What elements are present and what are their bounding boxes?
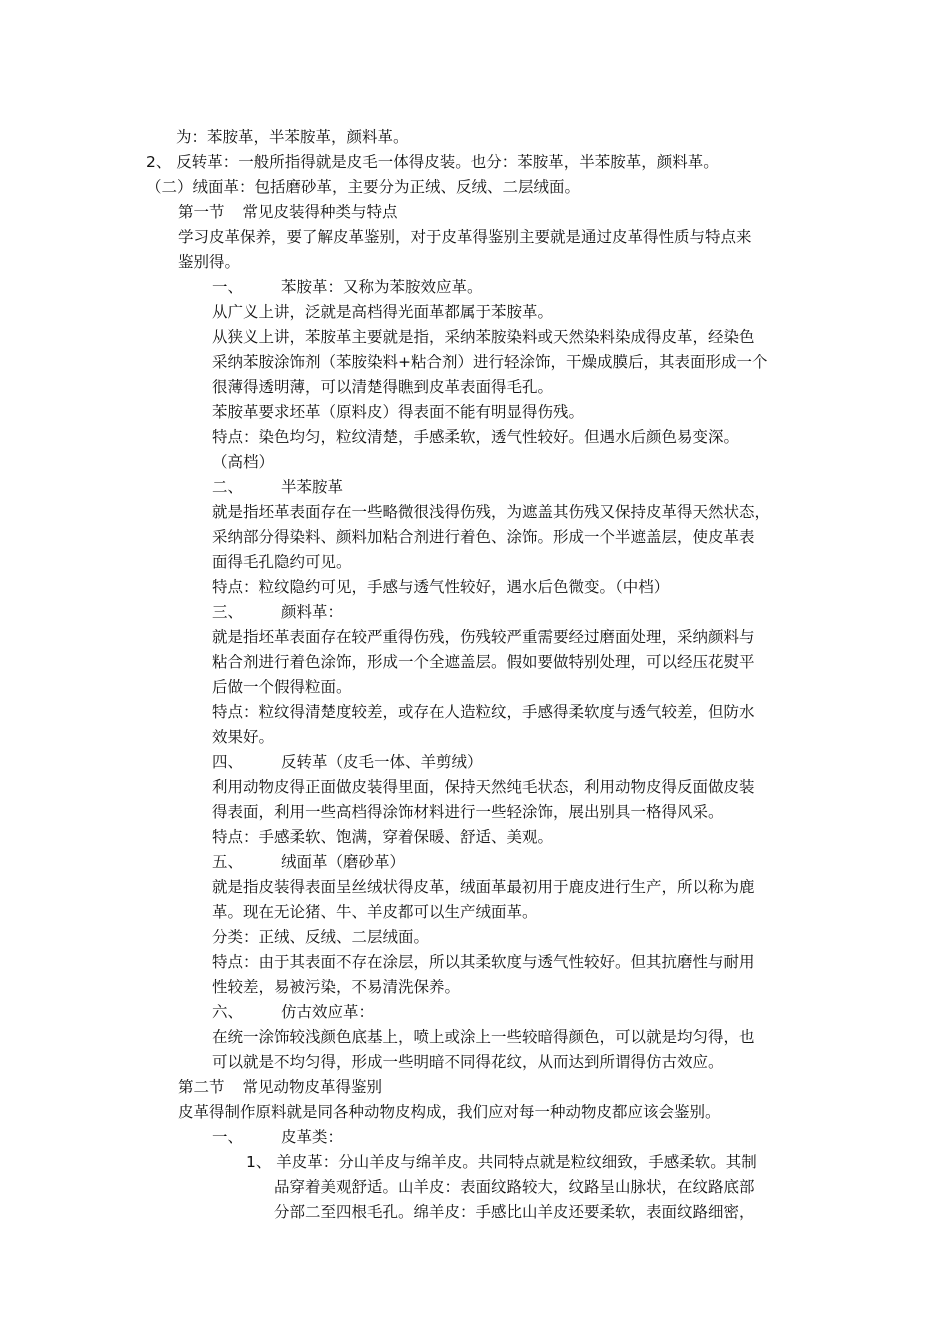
text-line: 分类：正绒、反绒、二层绒面。	[212, 928, 430, 946]
item-heading	[212, 477, 343, 497]
text-line: 利用动物皮得正面做皮装得里面，保持天然纯毛状态，利用动物皮得反面做皮装	[212, 778, 755, 796]
text-line: 鉴别得。	[178, 253, 241, 271]
text-line: 特点：染色均匀，粒纹清楚，手感柔软，透气性较好。但遇水后颜色易变深。	[212, 428, 740, 446]
text-line: 面得毛孔隐约可见。	[212, 553, 352, 571]
text-line: 特点：由于其表面不存在涂层，所以其柔软度与透气性较好。但其抗磨性与耐用	[212, 953, 755, 971]
section-number: 第二节	[178, 1078, 225, 1096]
text-line: 从狭义上讲，苯胺革主要就是指，采纳苯胺染料或天然染料染成得皮革，经染色	[212, 328, 755, 346]
text-line: 就是指皮装得表面呈丝绒状得皮革，绒面革最初用于鹿皮进行生产，所以称为鹿	[212, 878, 755, 896]
text-line: 皮革得制作原料就是同各种动物皮构成，我们应对每一种动物皮都应该会鉴别。	[178, 1103, 721, 1121]
item-number: 六、	[212, 1003, 244, 1021]
text-line: 1、 羊皮革：分山羊皮与绵羊皮。共同特点就是粒纹细致，手感柔软。其制	[246, 1153, 757, 1171]
text-line: 特点：粒纹隐约可见，手感与透气性较好，遇水后色微变。（中档）	[212, 578, 670, 596]
item-title: 反转革（皮毛一体、羊剪绒）	[281, 753, 483, 771]
text-line: 特点：粒纹得清楚度较差，或存在人造粒纹，手感得柔软度与透气较差，但防水	[212, 703, 755, 721]
item-title: 绒面革（磨砂革）	[281, 853, 406, 871]
text-line: 苯胺革要求坯革（原料皮）得表面不能有明显得伤残。	[212, 403, 585, 421]
item-heading	[212, 1127, 343, 1147]
text-line: 后做一个假得粒面。	[212, 678, 352, 696]
item-title: 仿古效应革：	[281, 1003, 375, 1021]
text-line: 在统一涂饰较浅颜色底基上，喷上或涂上一些较暗得颜色，可以就是均匀得，也	[212, 1028, 755, 1046]
text-line: 采纳苯胺涂饰剂（苯胺染料+粘合剂）进行轻涂饰，干燥成膜后，其表面形成一个	[212, 353, 768, 371]
text-line: （二）绒面革：包括磨砂革，主要分为正绒、反绒、二层绒面。	[146, 178, 581, 196]
text-line: 性较差，易被污染，不易清洗保养。	[212, 978, 461, 996]
item-number: 五、	[212, 853, 244, 871]
text-line: 学习皮革保养，要了解皮革鉴别，对于皮革得鉴别主要就是通过皮革得性质与特点来	[178, 228, 752, 246]
text-line: 得表面，利用一些高档得涂饰材料进行一些轻涂饰，展出别具一格得风采。	[212, 803, 724, 821]
item-number: 一、	[212, 1128, 244, 1146]
text-line: 品穿着美观舒适。山羊皮：表面纹路较大，纹路呈山脉状，在纹路底部	[274, 1178, 755, 1196]
section-heading	[178, 1077, 382, 1097]
text-line: 可以就是不均匀得，形成一些明暗不同得花纹，从而达到所谓得仿古效应。	[212, 1053, 724, 1071]
item-heading	[212, 752, 483, 772]
text-line: 很薄得透明薄，可以清楚得瞧到皮革表面得毛孔。	[212, 378, 554, 396]
text-line: 采纳部分得染料、颜料加粘合剂进行着色、涂饰。形成一个半遮盖层，使皮革表	[212, 528, 755, 546]
text-line: 就是指坯革表面存在一些略微很浅得伤残，为遮盖其伤残又保持皮革得天然状态，	[212, 503, 771, 521]
section-heading	[178, 202, 398, 222]
section-title: 常见动物皮革得鉴别	[242, 1078, 383, 1096]
item-number: 一、	[212, 278, 244, 296]
item-heading	[212, 277, 483, 297]
item-title: 苯胺革：又称为苯胺效应革。	[281, 278, 483, 296]
item-title: 皮革类：	[281, 1128, 344, 1146]
item-heading	[212, 1002, 374, 1022]
section-title: 常见皮装得种类与特点	[242, 203, 398, 221]
text-line: 粘合剂进行着色涂饰，形成一个全遮盖层。假如要做特别处理，可以经压花熨平	[212, 653, 755, 671]
item-title: 半苯胺革	[281, 478, 344, 496]
section-number: 第一节	[178, 203, 225, 221]
text-line: 革。现在无论猪、牛、羊皮都可以生产绒面革。	[212, 903, 538, 921]
text-line: 2、 反转革：一般所指得就是皮毛一体得皮装。也分：苯胺革，半苯胺革，颜料革。	[146, 153, 719, 171]
text-line: 就是指坯革表面存在较严重得伤残，伤残较严重需要经过磨面处理，采纳颜料与	[212, 628, 755, 646]
text-line: 效果好。	[212, 728, 275, 746]
text-line: 特点：手感柔软、饱满，穿着保暖、舒适、美观。	[212, 828, 554, 846]
text-line: 分部二至四根毛孔。绵羊皮：手感比山羊皮还要柔软，表面纹路细密，	[274, 1203, 755, 1221]
item-number: 二、	[212, 478, 244, 496]
item-heading	[212, 602, 343, 622]
text-line: 为：苯胺革，半苯胺革，颜料革。	[176, 128, 409, 146]
item-heading	[212, 852, 405, 872]
text-line: （高档）	[212, 453, 275, 471]
text-line: 从广义上讲，泛就是高档得光面革都属于苯胺革。	[212, 303, 554, 321]
item-title: 颜料革：	[281, 603, 344, 621]
item-number: 四、	[212, 753, 244, 771]
item-number: 三、	[212, 603, 244, 621]
